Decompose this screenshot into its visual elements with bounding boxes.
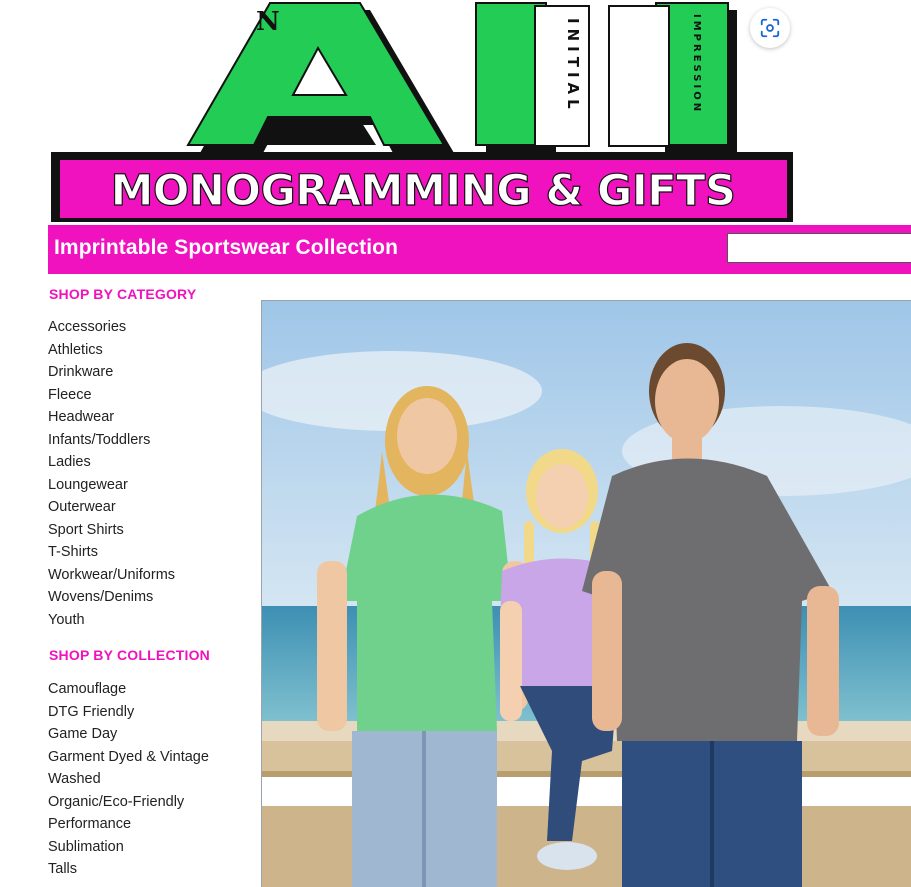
category-link[interactable]: Ladies bbox=[48, 454, 91, 470]
category-link[interactable]: Wovens/Denims bbox=[48, 589, 154, 605]
hero-photo bbox=[262, 301, 911, 887]
page-title: Imprintable Sportswear Collection bbox=[54, 236, 399, 259]
category-link[interactable]: Youth bbox=[48, 611, 85, 628]
collection-link[interactable]: DTG Friendly bbox=[48, 703, 135, 720]
collection-link[interactable]: Game Day bbox=[48, 726, 118, 742]
category-link[interactable]: Infants/Toddlers bbox=[48, 431, 151, 448]
collection-link[interactable]: Camouflage bbox=[48, 681, 127, 697]
visual-search-button[interactable] bbox=[750, 8, 790, 48]
category-link[interactable]: Outerwear bbox=[48, 499, 116, 515]
store-logo[interactable] bbox=[48, 0, 796, 224]
collection-link[interactable]: Sublimation bbox=[48, 838, 124, 855]
collection-link[interactable]: Talls bbox=[48, 861, 78, 877]
category-link[interactable]: Athletics bbox=[48, 341, 103, 358]
category-list bbox=[48, 316, 175, 631]
logo-vertical-word-left: INITIAL bbox=[564, 18, 582, 114]
collection-link[interactable]: Garment Dyed & Vintage bbox=[48, 748, 209, 765]
category-link[interactable]: Accessories bbox=[48, 319, 127, 335]
logo-tagline: MONOGRAMMING & GIFTS bbox=[110, 166, 736, 216]
category-link[interactable]: Headwear bbox=[48, 409, 115, 425]
hero-image[interactable] bbox=[261, 300, 911, 887]
collection-link[interactable]: Organic/Eco-Friendly bbox=[48, 793, 185, 810]
category-link[interactable]: Sport Shirts bbox=[48, 521, 124, 538]
category-link[interactable]: Loungewear bbox=[48, 476, 128, 493]
collection-banner bbox=[48, 225, 911, 274]
category-link[interactable]: Workwear/Uniforms bbox=[48, 566, 176, 583]
category-link[interactable]: T-Shirts bbox=[48, 544, 98, 560]
shop-by-category-heading: SHOP BY CATEGORY bbox=[49, 286, 197, 302]
logo-graphic bbox=[48, 0, 796, 224]
category-link[interactable]: Fleece bbox=[48, 386, 92, 403]
shop-by-collection-heading: SHOP BY COLLECTION bbox=[49, 647, 210, 663]
logo-small-letter: N bbox=[256, 7, 280, 37]
collection-link[interactable]: Washed bbox=[48, 771, 101, 787]
visual-search-icon bbox=[759, 17, 781, 39]
search-input[interactable] bbox=[727, 233, 911, 263]
collection-link[interactable]: Performance bbox=[48, 816, 132, 832]
collection-list bbox=[48, 678, 209, 881]
category-link[interactable]: Drinkware bbox=[48, 364, 114, 380]
logo-vertical-word-right: IMPRESSION bbox=[691, 14, 702, 115]
